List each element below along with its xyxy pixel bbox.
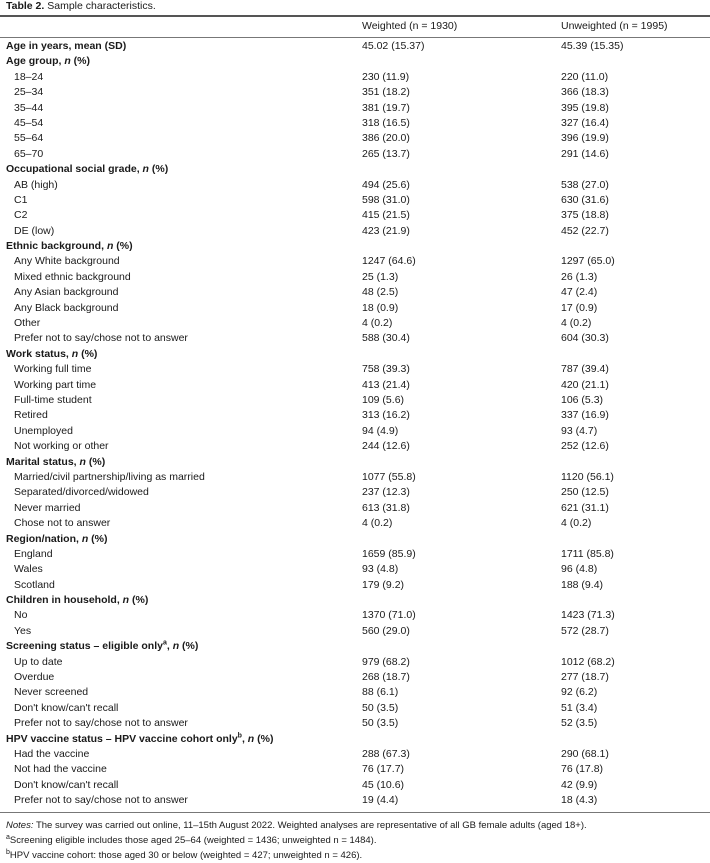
table-row bbox=[0, 762, 710, 777]
row-label: Any Asian background bbox=[14, 286, 119, 299]
row-label: 65–70 bbox=[14, 147, 44, 160]
table-row bbox=[0, 116, 710, 131]
row-label: 18–24 bbox=[14, 70, 44, 83]
row-label: C1 bbox=[14, 193, 28, 206]
weighted-value: 598 (31.0) bbox=[362, 193, 410, 206]
table-row bbox=[0, 70, 710, 85]
row-label: Children in household, n (%) bbox=[6, 594, 149, 607]
weighted-value: 494 (25.6) bbox=[362, 178, 410, 191]
weighted-value: 1370 (71.0) bbox=[362, 609, 416, 622]
unweighted-value: 420 (21.1) bbox=[561, 378, 609, 391]
table-row bbox=[0, 516, 710, 531]
unweighted-value: 250 (12.5) bbox=[561, 486, 609, 499]
weighted-value: 265 (13.7) bbox=[362, 147, 410, 160]
weighted-value: 588 (30.4) bbox=[362, 332, 410, 345]
footnote-mark: a bbox=[6, 833, 10, 841]
row-label: C2 bbox=[14, 209, 28, 222]
weighted-value: 93 (4.8) bbox=[362, 563, 399, 576]
col-unweighted: Unweighted (n = 1995) bbox=[561, 20, 668, 32]
table-row bbox=[0, 578, 710, 593]
unweighted-value: 291 (14.6) bbox=[561, 147, 609, 160]
table-row bbox=[0, 285, 710, 300]
weighted-value: 230 (11.9) bbox=[362, 70, 410, 83]
unweighted-value: 396 (19.9) bbox=[561, 132, 609, 145]
table-row bbox=[0, 147, 710, 162]
weighted-value: 4 (0.2) bbox=[362, 317, 393, 330]
unweighted-value: 76 (17.8) bbox=[561, 763, 604, 776]
table-section-row bbox=[0, 347, 710, 362]
table-row bbox=[0, 485, 710, 500]
table-row bbox=[0, 608, 710, 623]
unweighted-value: 290 (68.1) bbox=[561, 747, 609, 760]
weighted-value: 19 (4.4) bbox=[362, 794, 399, 807]
note-a-text: Screening eligible includes those aged 25–64 (weighted = 1436; unweighted n = 1484). bbox=[9, 835, 377, 846]
unweighted-value: 621 (31.1) bbox=[561, 501, 609, 514]
weighted-value: 413 (21.4) bbox=[362, 378, 410, 391]
table-section-row bbox=[0, 54, 710, 69]
row-label: Prefer not to say/chose not to answer bbox=[14, 794, 188, 807]
row-label: Not had the vaccine bbox=[14, 763, 107, 776]
table-notes bbox=[6, 818, 587, 863]
notes-text: The survey was carried out online, 11–15th August 2022. Weighted analyses are representative of all GB female adults (aged 18+). bbox=[35, 820, 587, 831]
table-section-row bbox=[0, 593, 710, 608]
note-b-text: HPV vaccine cohort: those aged 30 or below (weighted = 427; unweighted n = 426). bbox=[9, 850, 363, 861]
unweighted-value: 52 (3.5) bbox=[561, 717, 598, 730]
table-row bbox=[0, 131, 710, 146]
unweighted-value: 92 (6.2) bbox=[561, 686, 598, 699]
weighted-value: 979 (68.2) bbox=[362, 655, 410, 668]
row-label: AB (high) bbox=[14, 178, 58, 191]
row-label: Mixed ethnic background bbox=[14, 270, 131, 283]
weighted-value: 560 (29.0) bbox=[362, 624, 410, 637]
unweighted-value: 452 (22.7) bbox=[561, 224, 609, 237]
table-row bbox=[0, 501, 710, 516]
weighted-value: 88 (6.1) bbox=[362, 686, 399, 699]
unweighted-value: 538 (27.0) bbox=[561, 178, 609, 191]
weighted-value: 244 (12.6) bbox=[362, 440, 410, 453]
table-row bbox=[0, 301, 710, 316]
table-section-row bbox=[0, 239, 710, 254]
table-row bbox=[0, 193, 710, 208]
weighted-value: 109 (5.6) bbox=[362, 393, 405, 406]
header-rule bbox=[0, 37, 710, 38]
weighted-value: 386 (20.0) bbox=[362, 132, 410, 145]
bottom-rule bbox=[0, 812, 710, 813]
row-label: Not working or other bbox=[14, 440, 109, 453]
unweighted-value: 252 (12.6) bbox=[561, 440, 609, 453]
row-label: Age group, n (%) bbox=[6, 55, 91, 68]
weighted-value: 268 (18.7) bbox=[362, 671, 410, 684]
weighted-value: 288 (67.3) bbox=[362, 747, 410, 760]
unweighted-value: 188 (9.4) bbox=[561, 578, 604, 591]
note-a bbox=[6, 833, 587, 848]
weighted-value: 415 (21.5) bbox=[362, 209, 410, 222]
weighted-value: 50 (3.5) bbox=[362, 701, 399, 714]
table-row bbox=[0, 778, 710, 793]
table-number: Table 2. bbox=[6, 0, 45, 12]
row-label: Prefer not to say/chose not to answer bbox=[14, 332, 188, 345]
table-row bbox=[0, 208, 710, 223]
table-row bbox=[0, 747, 710, 762]
table-section-row bbox=[0, 532, 710, 547]
row-label: 55–64 bbox=[14, 132, 44, 145]
row-label: Separated/divorced/widowed bbox=[14, 486, 149, 499]
unweighted-value: 42 (9.9) bbox=[561, 778, 598, 791]
table-section-row bbox=[0, 39, 710, 54]
row-label: Any Black background bbox=[14, 301, 119, 314]
row-label: Prefer not to say/chose not to answer bbox=[14, 717, 188, 730]
weighted-value: 48 (2.5) bbox=[362, 286, 399, 299]
table-row bbox=[0, 331, 710, 346]
row-label: Other bbox=[14, 317, 41, 330]
row-label: Overdue bbox=[14, 671, 55, 684]
row-label: Retired bbox=[14, 409, 48, 422]
table-row bbox=[0, 470, 710, 485]
row-label: Marital status, n (%) bbox=[6, 455, 106, 468]
table-row bbox=[0, 270, 710, 285]
row-label: HPV vaccine status – HPV vaccine cohort only$^b$, n (%) bbox=[6, 732, 274, 745]
table-row bbox=[0, 547, 710, 562]
row-label: Don't know/can't recall bbox=[14, 701, 119, 714]
table-row bbox=[0, 408, 710, 423]
footnote-mark: b bbox=[6, 848, 10, 856]
note-b bbox=[6, 848, 587, 863]
unweighted-value: 17 (0.9) bbox=[561, 301, 598, 314]
row-label: Occupational social grade, n (%) bbox=[6, 163, 169, 176]
row-label: Scotland bbox=[14, 578, 55, 591]
table-row bbox=[0, 378, 710, 393]
row-label: Any White background bbox=[14, 255, 120, 268]
row-label: Full-time student bbox=[14, 393, 92, 406]
unweighted-value: 1120 (56.1) bbox=[561, 470, 614, 483]
unweighted-value: 18 (4.3) bbox=[561, 794, 598, 807]
table-row bbox=[0, 439, 710, 454]
unweighted-value: 327 (16.4) bbox=[561, 116, 609, 129]
unweighted-value: 630 (31.6) bbox=[561, 193, 609, 206]
unweighted-value: 106 (5.3) bbox=[561, 393, 604, 406]
table-row bbox=[0, 254, 710, 269]
unweighted-value: 45.39 (15.35) bbox=[561, 40, 624, 52]
weighted-value: 423 (21.9) bbox=[362, 224, 410, 237]
table-row bbox=[0, 701, 710, 716]
weighted-value: 50 (3.5) bbox=[362, 717, 399, 730]
row-label: 45–54 bbox=[14, 116, 44, 129]
row-label: England bbox=[14, 547, 53, 560]
weighted-value: 76 (17.7) bbox=[362, 763, 405, 776]
row-label: Working full time bbox=[14, 363, 92, 376]
table-row bbox=[0, 562, 710, 577]
table-row bbox=[0, 793, 710, 808]
unweighted-value: 1297 (65.0) bbox=[561, 255, 615, 268]
weighted-value: 18 (0.9) bbox=[362, 301, 399, 314]
table-section-row bbox=[0, 639, 710, 654]
unweighted-value: 47 (2.4) bbox=[561, 286, 598, 299]
row-label: Ethnic background, n (%) bbox=[6, 240, 133, 253]
row-label: Unemployed bbox=[14, 424, 73, 437]
note-general bbox=[6, 818, 587, 833]
table-body bbox=[0, 39, 710, 809]
table-row bbox=[0, 655, 710, 670]
table-title bbox=[6, 0, 156, 12]
table-caption: Sample characteristics. bbox=[47, 0, 156, 12]
row-label: Screening status – eligible only$^a$, n (%) bbox=[6, 639, 199, 653]
unweighted-value: 366 (18.3) bbox=[561, 86, 609, 99]
row-label: Married/civil partnership/living as married bbox=[14, 470, 205, 483]
top-rule bbox=[0, 15, 710, 17]
unweighted-value: 277 (18.7) bbox=[561, 671, 609, 684]
table-row bbox=[0, 362, 710, 377]
unweighted-value: 220 (11.0) bbox=[561, 70, 609, 83]
table-row bbox=[0, 624, 710, 639]
row-label: Had the vaccine bbox=[14, 747, 90, 760]
unweighted-value: 375 (18.8) bbox=[561, 209, 609, 222]
unweighted-value: 26 (1.3) bbox=[561, 270, 598, 283]
notes-label: Notes: bbox=[6, 820, 34, 831]
weighted-value: 313 (16.2) bbox=[362, 409, 410, 422]
row-label: Never screened bbox=[14, 686, 89, 699]
unweighted-value: 4 (0.2) bbox=[561, 517, 592, 530]
row-label: Don't know/can't recall bbox=[14, 778, 119, 791]
table-row bbox=[0, 101, 710, 116]
weighted-value: 351 (18.2) bbox=[362, 86, 410, 99]
unweighted-value: 395 (19.8) bbox=[561, 101, 609, 114]
weighted-value: 45 (10.6) bbox=[362, 778, 405, 791]
table-row bbox=[0, 224, 710, 239]
table-row bbox=[0, 685, 710, 700]
unweighted-value: 51 (3.4) bbox=[561, 701, 598, 714]
weighted-value: 94 (4.9) bbox=[362, 424, 399, 437]
table-row bbox=[0, 393, 710, 408]
table-row bbox=[0, 716, 710, 731]
row-label: No bbox=[14, 609, 28, 622]
table-row bbox=[0, 85, 710, 100]
unweighted-value: 4 (0.2) bbox=[561, 317, 592, 330]
weighted-value: 758 (39.3) bbox=[362, 363, 410, 376]
row-label: Chose not to answer bbox=[14, 517, 111, 530]
table-row bbox=[0, 670, 710, 685]
col-weighted: Weighted (n = 1930) bbox=[362, 20, 458, 32]
weighted-value: 237 (12.3) bbox=[362, 486, 410, 499]
weighted-value: 4 (0.2) bbox=[362, 517, 393, 530]
row-label: DE (low) bbox=[14, 224, 55, 237]
row-label: Up to date bbox=[14, 655, 63, 668]
weighted-value: 381 (19.7) bbox=[362, 101, 410, 114]
table-row bbox=[0, 424, 710, 439]
table-header bbox=[0, 19, 710, 34]
unweighted-value: 572 (28.7) bbox=[561, 624, 609, 637]
row-label: Work status, n (%) bbox=[6, 347, 98, 360]
weighted-value: 45.02 (15.37) bbox=[362, 40, 425, 52]
weighted-value: 1247 (64.6) bbox=[362, 255, 416, 268]
unweighted-value: 787 (39.4) bbox=[561, 363, 609, 376]
table-section-row bbox=[0, 455, 710, 470]
unweighted-value: 93 (4.7) bbox=[561, 424, 598, 437]
weighted-value: 1659 (85.9) bbox=[362, 547, 416, 560]
weighted-value: 25 (1.3) bbox=[362, 270, 399, 283]
row-label: 35–44 bbox=[14, 101, 44, 114]
unweighted-value: 1711 (85.8) bbox=[561, 547, 614, 560]
row-label: Region/nation, n (%) bbox=[6, 532, 108, 545]
row-label: 25–34 bbox=[14, 86, 44, 99]
row-label: Working part time bbox=[14, 378, 97, 391]
unweighted-value: 604 (30.3) bbox=[561, 332, 609, 345]
row-label: Yes bbox=[14, 624, 32, 637]
row-label: Never married bbox=[14, 501, 81, 514]
table-row bbox=[0, 316, 710, 331]
unweighted-value: 337 (16.9) bbox=[561, 409, 609, 422]
weighted-value: 179 (9.2) bbox=[362, 578, 405, 591]
unweighted-value: 1012 (68.2) bbox=[561, 655, 615, 668]
weighted-value: 613 (31.8) bbox=[362, 501, 410, 514]
weighted-value: 1077 (55.8) bbox=[362, 470, 416, 483]
row-label: Age in years, mean (SD) bbox=[6, 40, 127, 52]
table-section-row bbox=[0, 732, 710, 747]
unweighted-value: 1423 (71.3) bbox=[561, 609, 615, 622]
row-label: Wales bbox=[14, 563, 43, 576]
table-section-row bbox=[0, 162, 710, 177]
table-row bbox=[0, 178, 710, 193]
weighted-value: 318 (16.5) bbox=[362, 116, 410, 129]
unweighted-value: 96 (4.8) bbox=[561, 563, 598, 576]
